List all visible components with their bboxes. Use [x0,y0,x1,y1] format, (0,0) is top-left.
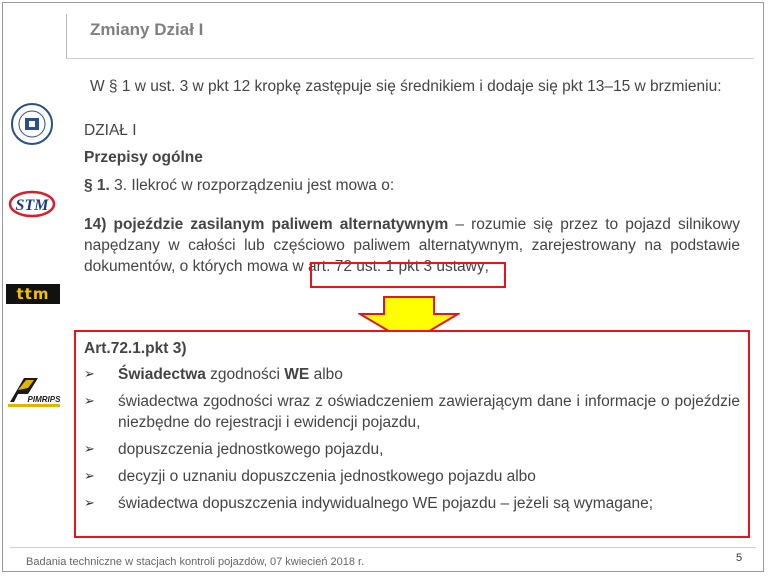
bullet-text-rest: albo [309,366,343,383]
stm-logo-text: STM [15,197,49,214]
article-title: Art.72.1.pkt 3) [84,340,187,357]
point-14-highlight-text: art. 72 ust. 1 pkt 3 ustawy; [308,258,489,275]
paragraph-text: 3. Ilekroć w rozporządzeniu jest mowa o: [109,177,395,194]
slide-title: Zmiany Dział I [90,20,204,39]
bullet-bold-text-2: WE [284,366,310,383]
list-item [84,364,740,385]
list-item [84,466,740,487]
bullet-text: decyzji o uznaniu dopuszczenia jednostkowego pojazdu albo [118,468,536,485]
university-seal-icon [10,102,54,146]
bullet-bold-text: Świadectwa [118,366,206,383]
section-heading: DZIAŁ I [84,122,137,139]
paragraph-label: § 1. [84,177,110,194]
bullet-text: zgodności [205,366,285,383]
intro-paragraph: W § 1 w ust. 3 w pkt 12 kropkę zastępuje się średnikiem i dodaje się pkt 13–15 w brzmieniu: [90,78,722,95]
point-14-text: – rozumie się przez to pojazd silnikowy napędzany w całości lub częściowo paliwem alternatywnym, zarejestrowany na podstawie dokumentów, o których mowa w [84,216,740,275]
article-bullet-list [84,364,740,520]
bullet-text: świadectwa zgodności wraz z oświadczeniem zawierającym dane i informacje o pojeździe niezbędne do rejestracji i ewidencji pojazdu, [118,393,740,431]
bullet-arrow-icon: ➢ [84,442,95,457]
bullet-arrow-icon: ➢ [84,367,95,382]
point-14-label: 14) pojeździe zasilanym paliwem alternatywnym [84,216,449,233]
list-item [84,493,740,514]
list-item [84,439,740,460]
footer-text: Badania techniczne w stacjach kontroli pojazdów, 07 kwiecień 2018 r. [26,556,365,568]
paragraph-1 [84,175,394,196]
bullet-text: dopuszczenia jednostkowego pojazdu, [118,441,384,458]
bullet-text: świadectwa dopuszczenia indywidualnego WE pojazdu – jeżeli są wymagane; [118,495,654,512]
page-number: 5 [736,552,743,564]
bullet-arrow-icon: ➢ [84,394,95,409]
bullet-arrow-icon: ➢ [84,496,95,511]
ttm-logo: ttm [6,284,60,304]
stm-logo-icon [8,186,56,222]
title-divider [66,14,67,58]
pimrips-logo-icon [4,372,64,412]
bullet-arrow-icon: ➢ [84,469,95,484]
pimrips-logo-text: PIMRIPS [27,395,61,404]
list-item [84,391,740,433]
section-subheading: Przepisy ogólne [84,149,203,166]
footer-divider [10,547,756,548]
highlight-box [310,262,506,288]
